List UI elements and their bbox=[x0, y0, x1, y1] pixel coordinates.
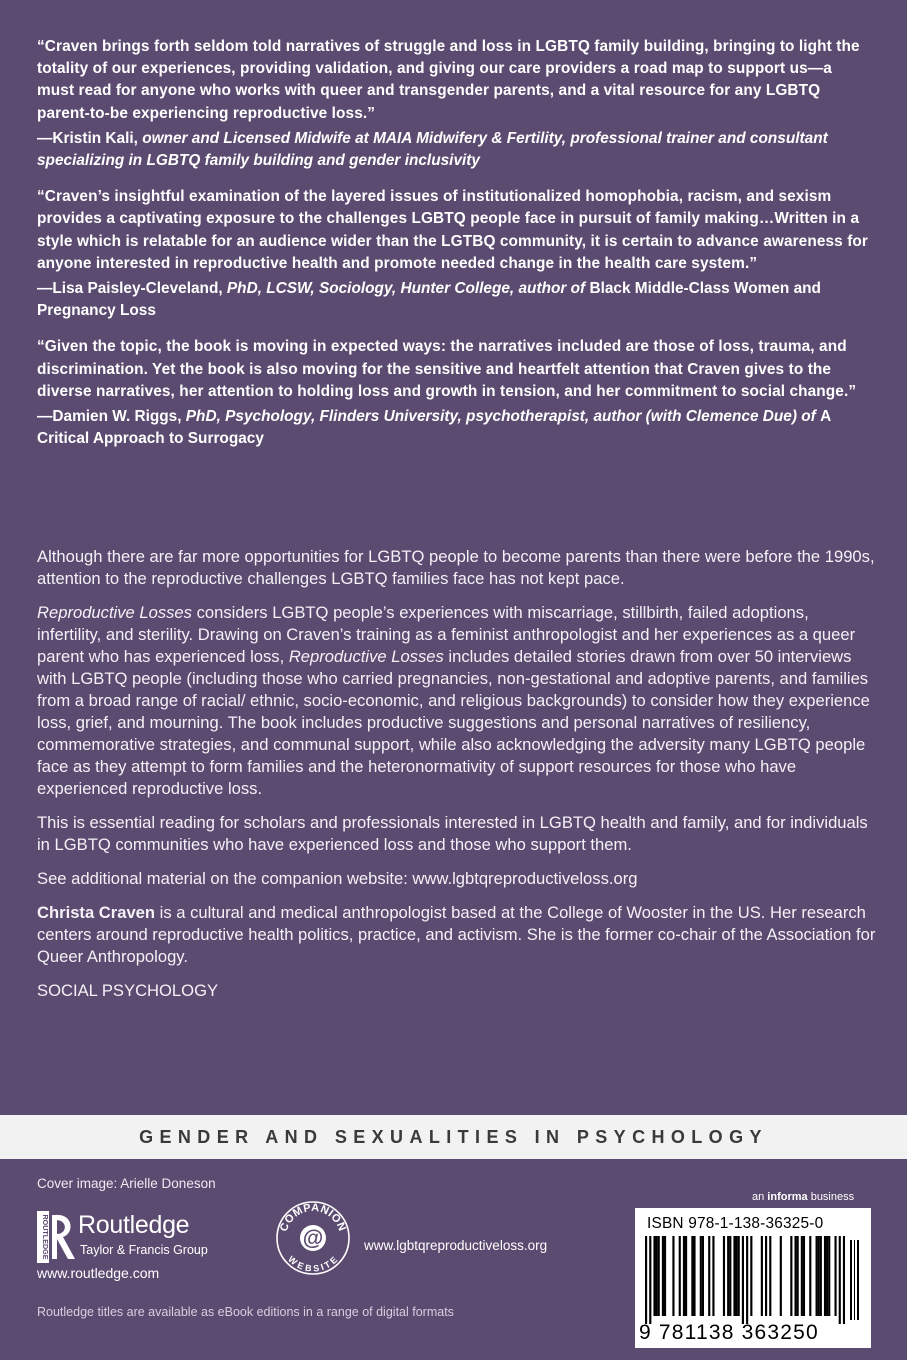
barcode-bar bbox=[738, 1236, 740, 1316]
barcode-bar bbox=[729, 1236, 731, 1316]
routledge-vertical-mark: ROUTLEDGE bbox=[41, 1214, 50, 1260]
barcode-bar bbox=[794, 1236, 796, 1316]
quote-2-author: —Lisa Paisley-Cleveland, bbox=[37, 280, 227, 298]
informa-brand: informa bbox=[767, 1191, 808, 1203]
barcode-bar bbox=[790, 1236, 792, 1316]
barcode-bar bbox=[803, 1236, 805, 1316]
informa-prefix: an bbox=[752, 1191, 768, 1203]
barcode-bar bbox=[742, 1236, 744, 1324]
barcode-bar bbox=[820, 1236, 822, 1316]
barcode-bar bbox=[765, 1236, 767, 1316]
companion-website-icon bbox=[274, 1198, 352, 1276]
barcode-bar bbox=[685, 1236, 687, 1316]
barcode-bar bbox=[818, 1236, 820, 1316]
quote-3-author: —Damien W. Riggs, bbox=[37, 408, 186, 426]
description-paragraph-2 bbox=[37, 602, 877, 800]
description-text: includes detailed stories drawn from over 50 interviews with LGBTQ people (including those who carried pregnancies, non-gestational and adoptive parents, and families from a broad range of racial/ ethnic, socio-economic, and religious backgrounds) to consider how they experience loss, grief, and mourning. The book includes productive suggestions and personal narratives of resiliency, commemorative strategies, and communal support, while also acknowledging the adversity many LGBTQ people face as they attempt to form families and the heteronormativity of support resources for those who have experienced reproductive loss. bbox=[37, 647, 870, 798]
barcode-bar bbox=[723, 1236, 725, 1316]
barcode-bar bbox=[683, 1236, 685, 1316]
informa-business-mark bbox=[752, 1191, 854, 1203]
quote-3-book: A Critical Approach to Surrogacy bbox=[37, 408, 831, 448]
author-bio bbox=[37, 902, 877, 968]
barcode-bar bbox=[708, 1236, 710, 1316]
barcode-bar bbox=[693, 1236, 695, 1316]
companion-url[interactable]: www.lgbtqreproductiveloss.org bbox=[364, 1238, 548, 1253]
barcode-bar bbox=[750, 1236, 752, 1316]
barcode-bar bbox=[645, 1236, 647, 1324]
barcode-number: 9 781138 363250 bbox=[639, 1321, 819, 1344]
isbn-barcode bbox=[635, 1208, 871, 1348]
description-paragraph-1: Although there are far more opportunities for LGBTQ people to become parents than there were before the 1990s, attention to the reproductive challenges LGBTQ families face has not kept pace. bbox=[37, 547, 875, 588]
barcode-bar bbox=[649, 1236, 651, 1324]
barcode-bar bbox=[816, 1236, 818, 1316]
barcode-bar bbox=[809, 1236, 811, 1316]
ebook-note: Routledge titles are available as eBook editions in a range of digital formats bbox=[37, 1305, 454, 1319]
book-title: Reproductive Losses bbox=[37, 603, 192, 622]
companion-website-note: See additional material on the companion website: www.lgbtqreproductiveloss.org bbox=[37, 869, 638, 888]
subject-category: SOCIAL PSYCHOLOGY bbox=[37, 981, 219, 1000]
description-paragraph-3: This is essential reading for scholars and professionals interested in LGBTQ health and family, and for individuals in LGBTQ communities who have experienced loss and those who support them. bbox=[37, 813, 868, 854]
barcode-bar bbox=[824, 1236, 826, 1316]
barcode-bar bbox=[712, 1236, 714, 1316]
barcode-bar bbox=[679, 1236, 681, 1316]
barcode-bar bbox=[672, 1236, 674, 1316]
barcode-bar bbox=[780, 1236, 782, 1316]
quote-2-book: Black Middle-Class Women and Pregnancy Loss bbox=[37, 280, 821, 320]
barcode-bar bbox=[653, 1236, 655, 1316]
barcode-bar bbox=[656, 1236, 658, 1316]
informa-suffix: business bbox=[807, 1191, 855, 1203]
svg-text:WEBSITE bbox=[286, 1254, 340, 1274]
quote-1: “Craven brings forth seldom told narratives of struggle and loss in LGBTQ family building, bringing to light the totality of our experiences, providing validation, and giving our care providers a road map to support us—a must read for anyone who works with queer and transgender parents, and a vital resource for any LGBTQ parent-to-be experiencing reproductive loss.” bbox=[37, 38, 860, 122]
quote-1-author: —Kristin Kali, bbox=[37, 129, 143, 147]
book-title: Reproductive Losses bbox=[288, 647, 444, 666]
barcode-bar bbox=[662, 1236, 664, 1316]
quote-2-role: PhD, LCSW, Sociology, Hunter College, author of bbox=[226, 280, 590, 298]
quote-3-role: PhD, Psychology, Flinders University, psychotherapist, author (with Clemence Due) of bbox=[185, 408, 821, 426]
barcode-bar bbox=[664, 1236, 666, 1316]
barcode-bar bbox=[801, 1236, 803, 1316]
description-text: considers LGBTQ people’s experiences with miscarriage, stillbirth, failed adoptions, infertility, and sterility. Drawing on Craven’s training as a feminist anthropologist and her experiences as a queer parent who has experienced loss, bbox=[37, 603, 856, 666]
isbn-number: ISBN 978-1-138-36325-0 bbox=[647, 1215, 824, 1232]
barcode-bar bbox=[761, 1236, 763, 1316]
barcode-bar bbox=[700, 1236, 702, 1316]
barcode-bar bbox=[691, 1236, 693, 1316]
book-description bbox=[37, 546, 877, 1014]
barcode-bar bbox=[839, 1236, 841, 1324]
author-bio-text: is a cultural and medical anthropologist based at the College of Wooster in the US. Her research centers around reproductive health politics, practice, and activism. She is the former co-chair of the Association for Queer Anthropology. bbox=[37, 903, 876, 966]
barcode-icon bbox=[645, 1236, 845, 1324]
barcode-bar bbox=[828, 1236, 830, 1316]
quote-2-attribution bbox=[37, 278, 869, 322]
addon-bars-icon bbox=[850, 1240, 860, 1320]
publisher-name: Routledge bbox=[78, 1211, 190, 1239]
endorsements bbox=[37, 36, 869, 464]
barcode-bar bbox=[797, 1236, 799, 1316]
author-name: Christa Craven bbox=[37, 903, 156, 922]
publisher-url[interactable]: www.routledge.com bbox=[37, 1265, 160, 1281]
publisher-group: Taylor & Francis Group bbox=[80, 1243, 208, 1257]
quote-3-attribution bbox=[37, 406, 869, 450]
quote-2: “Craven’s insightful examination of the layered issues of institutionalized homophobia, racism, and sexism provides a captivating exposure to the challenges LGBTQ people face in pursuit of family making…Written in a style which is relatable for an audience wider than the LGTBQ community, it is certain to advance awareness for anyone interested in reproductive health and promote needed change in the health care system.” bbox=[37, 188, 869, 272]
companion-bottom-text: WEBSITE bbox=[286, 1253, 341, 1274]
barcode-bar bbox=[658, 1236, 660, 1316]
quote-3: “Given the topic, the book is moving in expected ways: the narratives included are those of loss, trauma, and discrimination. Yet the book is also moving for the sensitive and heartfelt attention that Craven gives to the diverse narratives, her attention to holding loss and growth in tension, and her commitment to social change.” bbox=[37, 338, 857, 400]
barcode-bar bbox=[769, 1236, 771, 1316]
quote-1-attribution bbox=[37, 128, 869, 172]
series-title: GENDER AND SEXUALITIES IN PSYCHOLOGY bbox=[139, 1126, 768, 1147]
barcode-bar bbox=[736, 1236, 738, 1316]
barcode-bar bbox=[702, 1236, 704, 1316]
barcode-bar bbox=[843, 1236, 845, 1324]
quote-1-role: owner and Licensed Midwife at MAIA Midwifery & Fertility, professional trainer and consultant specializing in LGBTQ family building and gender inclusivity bbox=[37, 129, 828, 170]
cover-credit: Cover image: Arielle Doneson bbox=[37, 1176, 216, 1191]
barcode-bar bbox=[746, 1236, 748, 1324]
companion-top-text: COMPANION bbox=[277, 1201, 349, 1234]
barcode-bar bbox=[727, 1236, 729, 1316]
series-banner bbox=[0, 1115, 907, 1159]
svg-text:@: @ bbox=[302, 1227, 324, 1250]
barcode-bar bbox=[826, 1236, 828, 1316]
barcode-bar bbox=[834, 1236, 836, 1316]
barcode-bar bbox=[733, 1236, 735, 1316]
